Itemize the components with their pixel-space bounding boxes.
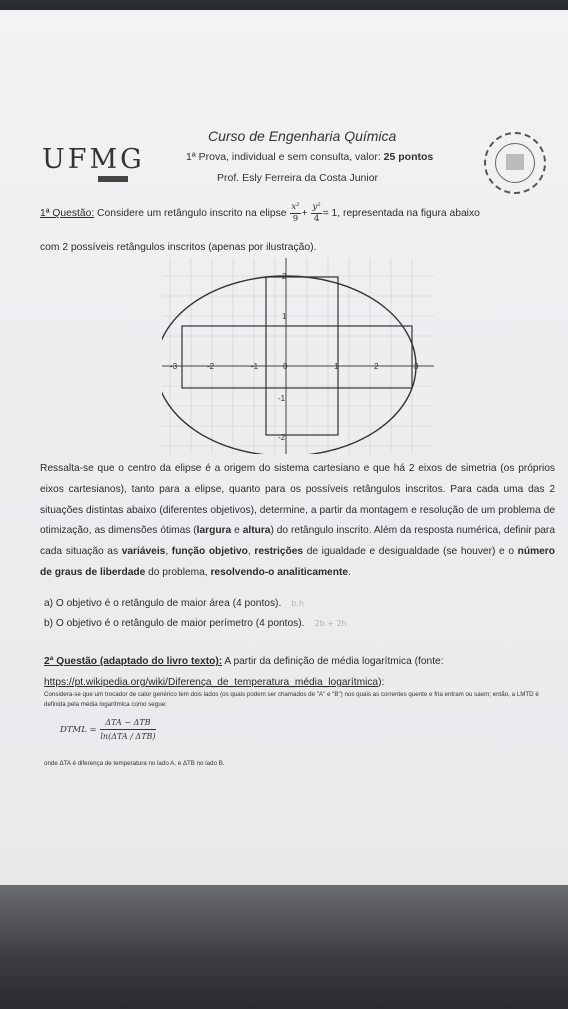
eq-rhs: = 1	[322, 208, 338, 220]
rectangle-tall	[266, 277, 338, 435]
formula-legend: onde ΔTA é diferença de temperatura no lado A, e ΔTB no lado B.	[44, 760, 225, 767]
exam-info-text: 1ª Prova, individual e sem consulta, valor:	[186, 151, 384, 163]
y-tick: -1	[278, 394, 286, 403]
q1-text: Considere um retângulo inscrito na elipse	[94, 208, 290, 220]
ellipse-figure	[162, 258, 434, 454]
y-tick: -2	[278, 433, 286, 442]
q1-text-b: , representada na figura abaixo	[337, 208, 480, 220]
question-2-label: 2ª Questão (adaptado do livro texto):	[44, 656, 223, 667]
x-tick: 1	[334, 362, 339, 371]
handwritten-note-a: b.h	[291, 599, 304, 608]
question-1-body: Ressalta-se que o centro da elipse é a origem do sistema cartesiano e que há 2 eixos de simetria (os próprios eixos cartesianos), tanto para a elipse, quanto para os possíveis retângulos inscritos. Para cada uma das 2 situações distintas abaixo (diferentes objetivos), determine, a partir da montagem e resolução de um problema de otimização, as dimensões ótimas (largura e altura) do retângulo inscrito. Além da resposta numérica, definir para cada situação as variáveis, função objetivo, restrições de igualdade e desigualdade (se houver) e o número de graus de liberdade do problema, resolvendo-o analiticamente.	[40, 463, 555, 578]
professor-name: Prof. Esly Ferreira da Costa Junior	[217, 172, 379, 184]
handwritten-note-b: 2b + 2h	[314, 619, 347, 628]
exam-value: 25 pontos	[383, 151, 434, 163]
x-tick: -1	[251, 362, 259, 371]
institution-seal-icon	[484, 132, 546, 194]
exam-info	[186, 151, 433, 163]
x-tick: 2	[374, 362, 379, 371]
grid-lines	[162, 258, 434, 454]
lmtd-description: Considera-se que um trocador de calor genérico tem dois lados (os quais podem ser chamados de "A" e "B") nos quais as correntes quente e fria entram ou saem; então, a LMTD é definida pela média logarítmica como segue:	[44, 691, 539, 708]
ellipse-term-y: $\frac{\text{y²}}{4}$	[312, 202, 321, 224]
eq-plus: +	[301, 208, 308, 220]
course-title: Curso de Engenharia Química	[208, 128, 397, 144]
y-tick: 1	[282, 312, 287, 321]
ellipse-term-x: $\frac{\text{x²}}{9}$	[291, 202, 300, 224]
question-1-label: 1ª Questão:	[40, 208, 95, 220]
item-b: b) O objetivo é o retângulo de maior perímetro (4 pontos). 2b + 2h	[44, 618, 347, 629]
rectangle-wide	[182, 326, 412, 388]
x-tick: 3	[414, 362, 419, 371]
ufmg-logo: UFMG	[42, 144, 145, 175]
y-tick: 2	[282, 272, 287, 281]
question-1-intro	[40, 202, 555, 226]
background-surface	[0, 885, 568, 1009]
question-2-intro: 2ª Questão (adaptado do livro texto): A partir da definição de média logarítmica (fonte: https://pt.wikipedia.org/wiki/Diferença_de_temperatura_média_logarítmica):	[44, 656, 444, 688]
x-tick: -3	[170, 362, 178, 371]
logo-underline	[98, 176, 128, 182]
question-1-line2: com 2 possíveis retângulos inscritos (apenas por ilustração).	[40, 242, 317, 253]
wikipedia-link[interactable]: https://pt.wikipedia.org/wiki/Diferença_de_temperatura_média_logarítmica	[44, 677, 379, 688]
x-tick: 0	[283, 362, 288, 371]
x-tick: -2	[207, 362, 215, 371]
item-a: a) O objetivo é o retângulo de maior área (4 pontos). b.h	[44, 598, 304, 609]
lmtd-formula: DTML = $\frac{\text{ΔTA − ΔTB}}{\text{ln(ΔTA / ΔTB)}}$	[60, 718, 156, 741]
